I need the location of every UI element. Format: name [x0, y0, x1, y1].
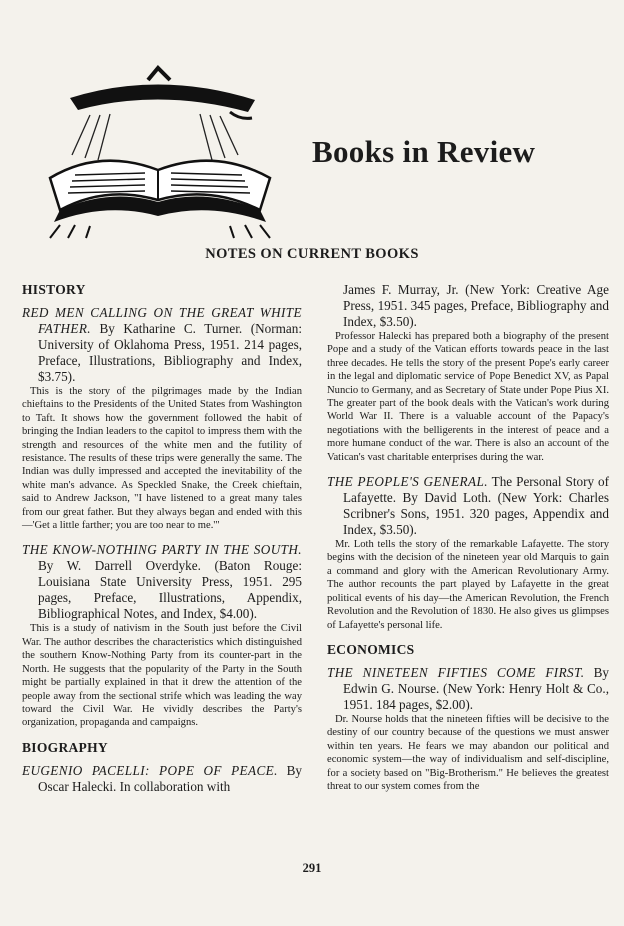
right-column: [327, 282, 609, 803]
book-citation-continued: James F. Murray, Jr. (New York: Creative Age Press, 1951. 345 pages, Preface, Bibliography and Index, $3.50).: [343, 282, 609, 329]
book-title: THE KNOW-NOTHING PARTY IN THE SOUTH.: [22, 542, 302, 558]
book-review-text: Professor Halecki has prepared both a biography of the present Pope and a study of the Vatican efforts towards peace in the last three decades. He tells the story of the present Pope's early career in the legal and diplomatic service of Pope Benedict XV, as Papal Nuncio to Germany, and as Secretary of State under Pope Pius XI. The greater part of the book deals with the Vatican's work during World War II. There is a valuable account of the Papacy's negotiations with the belligerents in the interest of peace and a more humane conduct of the war. There is also an account of the Vatican's vast charitable enterprises during the war.: [327, 331, 609, 463]
book-review-text: This is a study of nativism in the South just before the Civil War. The author describes the characteristics which distinguished the southern Know-Nothing Party from its counter-part in the North. He suggests that the popularity of the Party in the South might be partially explained in that it drew the attention of the people away from the sectional strife which was leading the way toward the Civil War. He vividly describes the Party's organization, propaganda and campaigns.: [22, 623, 302, 729]
left-column: [22, 282, 302, 795]
book-title: THE PEOPLE'S GENERAL.: [327, 474, 488, 490]
book-entry-heading: [327, 665, 609, 713]
book-citation: The Personal Story of Lafayette. By David Loth. (New York: Charles Scribner's Sons, 1951. 320 pages, Appendix and Index, $3.50).: [343, 474, 610, 538]
section-title: Books in Review: [312, 134, 536, 169]
section-heading-biography: BIOGRAPHY: [22, 739, 108, 755]
section-subtitle: NOTES ON CURRENT BOOKS: [205, 246, 419, 262]
book-entry-heading: [327, 474, 609, 538]
section-heading-history: HISTORY: [22, 282, 86, 297]
book-entry-heading: [22, 305, 302, 385]
book-title: THE NINETEEN FIFTIES COME FIRST.: [327, 664, 585, 680]
book-review-text: This is the story of the pilgrimages made by the Indian chieftains to the Presidents of the United States from Washington to Taft. It shows how the government followed the habit of bringing the Indian leaders to the capitol to impress them with the strength and resources of the white men and the futility of resistance. The results of these trips were generally the same. The Indian was dully impressed and accepted the inevitability of the white man's advance. As Speckled Snake, the Creek chieftain, said to Andrew Jackson, "I have listened to a great many tales from our great father. But they always began and ended with this—'Get a little farther; you are too near to me.'": [22, 386, 302, 532]
section-heading-economics: ECONOMICS: [327, 641, 415, 657]
book-citation: By W. Darrell Overdyke. (Baton Rouge: Louisiana State University Press, 1951. 295 pages, Preface, Illustrations, Appendix, Bibliographical Notes, and Index, $4.00).: [38, 558, 302, 622]
book-entry-heading: [22, 763, 302, 795]
book-title: EUGENIO PACELLI: POPE OF PEACE.: [22, 762, 278, 778]
page-number: 291: [302, 861, 322, 875]
book-entry-heading: [22, 542, 302, 622]
book-citation: By Oscar Halecki. In collaboration with: [38, 762, 302, 794]
book-review-text: Dr. Nourse holds that the nineteen fifties will be decisive to the destiny of our country because of the questions we must answer within ten years. He fears we may abandon our political and economic system—the way of individualism and self-discipline, for a society based on "Big-Brotherism." He believes the greatest threat to our system comes from the: [327, 713, 609, 792]
book-citation: By Edwin G. Nourse. (New York: Henry Holt & Co., 1951. 184 pages, $2.00).: [343, 664, 609, 712]
book-review-text: Mr. Loth tells the story of the remarkable Lafayette. The story begins with the decision of the nineteen year old Marquis to gain a command and glory with the American Revolutionary Army. The author recounts the part played by Lafayette in the great political events of his day—the American Revolution, the French Revolution and the Revolution of 1830. He also gives us glimpses of Lafayette's personal life.: [327, 539, 609, 631]
book-title: RED MEN CALLING ON THE GREAT WHITE FATHER.: [22, 305, 302, 336]
open-book-lamp-icon: [30, 60, 290, 240]
book-citation: By Katharine C. Turner. (Norman: University of Oklahoma Press, 1951. 214 pages, Preface, Illustrations, Bibliography and Index, $3.75).: [38, 321, 302, 384]
